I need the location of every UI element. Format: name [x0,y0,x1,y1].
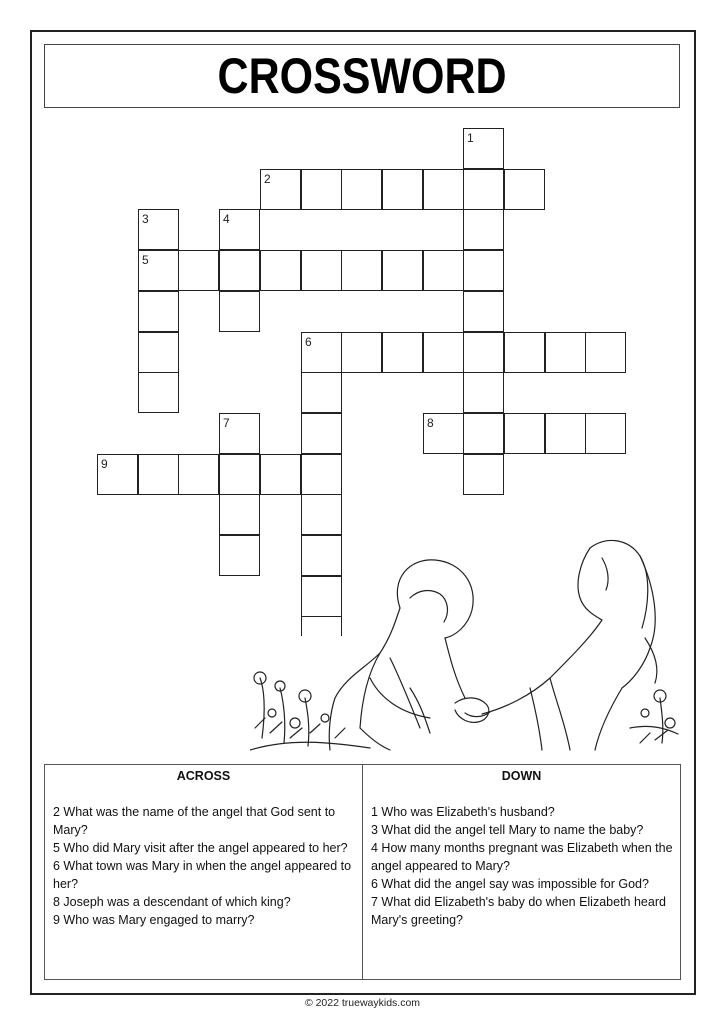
copyright-footer: © 2022 truewaykids.com [304,997,421,1009]
across-clue: 8 Joseph was a descendant of which king? [53,895,291,909]
crossword-cell[interactable] [463,209,504,250]
crossword-cell[interactable] [138,291,179,332]
crossword-cell[interactable] [463,454,504,495]
clue-number: 4 [223,212,230,226]
crossword-cell[interactable] [545,332,586,373]
crossword-cell[interactable] [341,250,382,291]
crossword-cell[interactable] [382,169,423,210]
clue-number: 1 [467,131,474,145]
across-clue: 9 Who was Mary engaged to marry? [53,913,255,927]
down-column [363,765,680,979]
down-clue-list [363,803,680,929]
across-clue: 6 What town was Mary in when the angel appeared to her? [53,859,352,891]
crossword-cell[interactable] [463,372,504,413]
crossword-cell[interactable] [138,454,179,495]
crossword-cell[interactable] [219,250,260,291]
crossword-cell[interactable] [260,250,301,291]
crossword-cell[interactable] [301,454,342,495]
crossword-cell[interactable] [463,169,504,210]
crossword-cell[interactable] [585,332,626,373]
crossword-cell[interactable] [301,250,342,291]
crossword-cell[interactable] [504,169,545,210]
crossword-cell[interactable] [504,332,545,373]
across-clue: 5 Who did Mary visit after the angel appeared to her? [53,841,348,855]
title-box [44,44,680,108]
clue-number: 9 [101,457,108,471]
crossword-cell[interactable] [382,332,423,373]
down-clue: 3 What did the angel tell Mary to name the baby? [371,823,644,837]
down-clue: 7 What did Elizabeth's baby do when Elizabeth heard Mary's greeting? [371,895,666,927]
crossword-cell[interactable] [463,291,504,332]
crossword-cell[interactable] [423,169,464,210]
across-column [45,765,363,979]
clues-box [44,764,681,980]
crossword-cell[interactable] [423,250,464,291]
crossword-cell[interactable] [463,413,504,454]
crossword-cell[interactable] [301,413,342,454]
crossword-cell[interactable] [423,332,464,373]
page-title: CROSSWORD [217,48,507,104]
clue-number: 8 [427,416,434,430]
crossword-cell[interactable] [301,169,342,210]
crossword-cell[interactable] [260,454,301,495]
crossword-cell[interactable] [463,250,504,291]
across-clue-list [45,803,362,929]
crossword-cell[interactable] [341,169,382,210]
crossword-cell[interactable] [138,332,179,373]
clue-number: 2 [264,172,271,186]
crossword-cell[interactable] [504,413,545,454]
clue-number: 7 [223,416,230,430]
crossword-cell[interactable] [178,250,219,291]
across-clue: 2 What was the name of the angel that God sent to Mary? [53,805,336,837]
crossword-cell[interactable] [219,291,260,332]
crossword-cell[interactable] [463,332,504,373]
crossword-cell[interactable] [341,332,382,373]
crossword-cell[interactable] [219,454,260,495]
down-clue: 1 Who was Elizabeth's husband? [371,805,555,819]
down-heading: DOWN [501,769,542,783]
crossword-cell[interactable] [178,454,219,495]
clue-number: 5 [142,253,149,267]
crossword-cell[interactable] [138,372,179,413]
crossword-cell[interactable] [545,413,586,454]
clue-number: 3 [142,212,149,226]
crossword-cell[interactable] [382,250,423,291]
crossword-cell[interactable] [301,372,342,413]
crossword-cell[interactable] [585,413,626,454]
down-clue: 6 What did the angel say was impossible for God? [371,877,649,891]
down-clue: 4 How many months pregnant was Elizabeth when the angel appeared to Mary? [371,841,673,873]
mary-elizabeth-illustration [250,528,680,752]
clue-number: 6 [305,335,312,349]
across-heading: ACROSS [176,769,231,783]
